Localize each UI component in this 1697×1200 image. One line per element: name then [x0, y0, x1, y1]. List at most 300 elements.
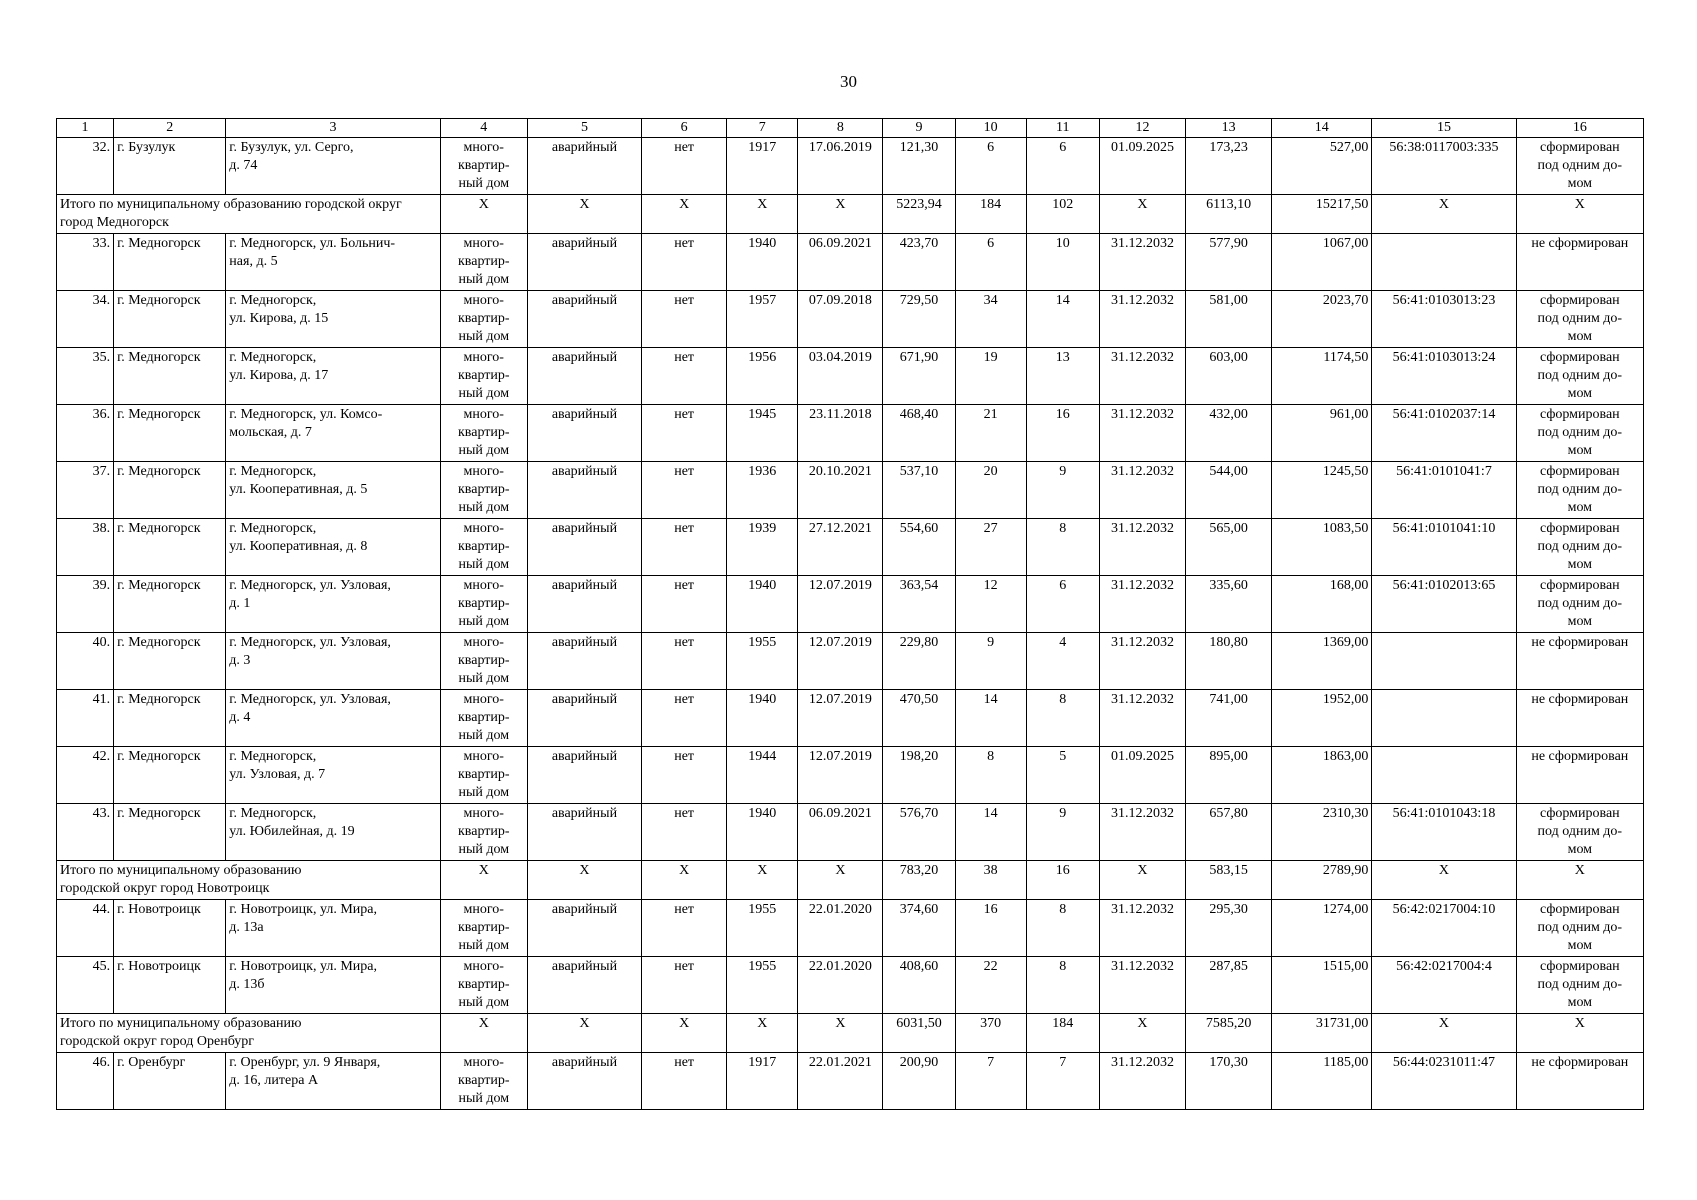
column-14: 2023,70: [1272, 291, 1372, 348]
column-13: 173,23: [1186, 138, 1272, 195]
area: 121,30: [883, 138, 955, 195]
subtotal-c5: X: [527, 861, 641, 900]
subtotal-c14: 2789,90: [1272, 861, 1372, 900]
subtotal-row: [57, 861, 1644, 900]
apartments: 8: [1026, 957, 1099, 1014]
apartments: 5: [1026, 747, 1099, 804]
subtotal-c12: X: [1099, 1014, 1185, 1053]
build-year: 1939: [727, 519, 798, 576]
column-header-13: 13: [1186, 119, 1272, 138]
row-number: 33.: [57, 234, 114, 291]
column-header-14: 14: [1272, 119, 1372, 138]
build-year: 1955: [727, 633, 798, 690]
deadline: 31.12.2032: [1099, 633, 1185, 690]
build-year: 1945: [727, 405, 798, 462]
table-row: [57, 1053, 1644, 1110]
table-row: [57, 804, 1644, 861]
subtotal-c7: X: [727, 195, 798, 234]
apartments: 9: [1026, 804, 1099, 861]
flag: нет: [642, 1053, 727, 1110]
building-type: много- квартир- ный дом: [440, 576, 527, 633]
column-header-1: 1: [57, 119, 114, 138]
residents: 20: [955, 462, 1026, 519]
address: г. Бузулук, ул. Серго, д. 74: [226, 138, 440, 195]
flag: нет: [642, 291, 727, 348]
land-status: не сформирован: [1516, 1053, 1643, 1110]
column-header-8: 8: [798, 119, 883, 138]
row-number: 44.: [57, 900, 114, 957]
area: 554,60: [883, 519, 955, 576]
land-status: сформирован под одним до- мом: [1516, 348, 1643, 405]
residents: 27: [955, 519, 1026, 576]
residents: 12: [955, 576, 1026, 633]
area: 198,20: [883, 747, 955, 804]
recognition-date: 06.09.2021: [798, 234, 883, 291]
column-14: 961,00: [1272, 405, 1372, 462]
subtotal-c16: X: [1516, 1014, 1643, 1053]
land-status: сформирован под одним до- мом: [1516, 957, 1643, 1014]
subtotal-c12: X: [1099, 195, 1185, 234]
table-row: [57, 900, 1644, 957]
row-number: 41.: [57, 690, 114, 747]
address: г. Медногорск, ул. Кирова, д. 15: [226, 291, 440, 348]
build-year: 1955: [727, 900, 798, 957]
subtotal-c8: X: [798, 1014, 883, 1053]
apartments: 7: [1026, 1053, 1099, 1110]
condition: аварийный: [527, 291, 641, 348]
deadline: 01.09.2025: [1099, 138, 1185, 195]
cadastral-number: [1372, 234, 1516, 291]
table-row: [57, 747, 1644, 804]
condition: аварийный: [527, 462, 641, 519]
column-header-7: 7: [727, 119, 798, 138]
column-13: 581,00: [1186, 291, 1272, 348]
land-status: сформирован под одним до- мом: [1516, 804, 1643, 861]
area: 374,60: [883, 900, 955, 957]
apartments: 10: [1026, 234, 1099, 291]
subtotal-c10: 370: [955, 1014, 1026, 1053]
recognition-date: 12.07.2019: [798, 690, 883, 747]
subtotal-c7: X: [727, 861, 798, 900]
area: 576,70: [883, 804, 955, 861]
build-year: 1917: [727, 138, 798, 195]
condition: аварийный: [527, 690, 641, 747]
settlement: г. Новотроицк: [114, 957, 226, 1014]
settlement: г. Медногорск: [114, 405, 226, 462]
recognition-date: 22.01.2021: [798, 1053, 883, 1110]
area: 200,90: [883, 1053, 955, 1110]
condition: аварийный: [527, 576, 641, 633]
deadline: 31.12.2032: [1099, 900, 1185, 957]
recognition-date: 20.10.2021: [798, 462, 883, 519]
row-number: 43.: [57, 804, 114, 861]
settlement: г. Медногорск: [114, 804, 226, 861]
address: г. Медногорск, ул. Кооперативная, д. 5: [226, 462, 440, 519]
address: г. Медногорск, ул. Узловая, д. 3: [226, 633, 440, 690]
cadastral-number: 56:41:0101041:7: [1372, 462, 1516, 519]
flag: нет: [642, 690, 727, 747]
building-type: много- квартир- ный дом: [440, 519, 527, 576]
flag: нет: [642, 138, 727, 195]
condition: аварийный: [527, 957, 641, 1014]
apartments: 8: [1026, 519, 1099, 576]
subtotal-c9: 6031,50: [883, 1014, 955, 1053]
column-13: 657,80: [1186, 804, 1272, 861]
area: 671,90: [883, 348, 955, 405]
subtotal-c13: 583,15: [1186, 861, 1272, 900]
residents: 19: [955, 348, 1026, 405]
address: г. Новотроицк, ул. Мира, д. 13а: [226, 900, 440, 957]
column-14: 1185,00: [1272, 1053, 1372, 1110]
deadline: 01.09.2025: [1099, 747, 1185, 804]
area: 408,60: [883, 957, 955, 1014]
residents: 7: [955, 1053, 1026, 1110]
subtotal-row: [57, 1014, 1644, 1053]
table-row: [57, 291, 1644, 348]
residents: 6: [955, 234, 1026, 291]
column-header-15: 15: [1372, 119, 1516, 138]
deadline: 31.12.2032: [1099, 1053, 1185, 1110]
table-row: [57, 234, 1644, 291]
row-number: 46.: [57, 1053, 114, 1110]
table-row: [57, 138, 1644, 195]
deadline: 31.12.2032: [1099, 405, 1185, 462]
column-header-16: 16: [1516, 119, 1643, 138]
column-13: 603,00: [1186, 348, 1272, 405]
land-status: не сформирован: [1516, 234, 1643, 291]
table-row: [57, 576, 1644, 633]
building-type: много- квартир- ный дом: [440, 690, 527, 747]
recognition-date: 03.04.2019: [798, 348, 883, 405]
settlement: г. Медногорск: [114, 291, 226, 348]
condition: аварийный: [527, 747, 641, 804]
subtotal-c11: 102: [1026, 195, 1099, 234]
table-row: [57, 462, 1644, 519]
cadastral-number: 56:41:0102013:65: [1372, 576, 1516, 633]
condition: аварийный: [527, 348, 641, 405]
housing-register-table: [56, 118, 1644, 1110]
area: 537,10: [883, 462, 955, 519]
column-14: 527,00: [1272, 138, 1372, 195]
apartments: 4: [1026, 633, 1099, 690]
apartments: 6: [1026, 138, 1099, 195]
row-number: 45.: [57, 957, 114, 1014]
build-year: 1917: [727, 1053, 798, 1110]
address: г. Медногорск, ул. Юбилейная, д. 19: [226, 804, 440, 861]
build-year: 1940: [727, 690, 798, 747]
flag: нет: [642, 234, 727, 291]
column-header-4: 4: [440, 119, 527, 138]
subtotal-label: Итого по муниципальному образованию городской округ город Новотроицк: [57, 861, 441, 900]
column-13: 180,80: [1186, 633, 1272, 690]
building-type: много- квартир- ный дом: [440, 957, 527, 1014]
apartments: 16: [1026, 405, 1099, 462]
table-row: [57, 690, 1644, 747]
area: 470,50: [883, 690, 955, 747]
flag: нет: [642, 747, 727, 804]
area: 229,80: [883, 633, 955, 690]
table-row: [57, 405, 1644, 462]
address: г. Медногорск, ул. Кооперативная, д. 8: [226, 519, 440, 576]
subtotal-c4: X: [440, 1014, 527, 1053]
recognition-date: 06.09.2021: [798, 804, 883, 861]
recognition-date: 22.01.2020: [798, 957, 883, 1014]
condition: аварийный: [527, 1053, 641, 1110]
settlement: г. Медногорск: [114, 690, 226, 747]
column-13: 741,00: [1186, 690, 1272, 747]
land-status: сформирован под одним до- мом: [1516, 462, 1643, 519]
subtotal-c14: 15217,50: [1272, 195, 1372, 234]
cadastral-number: 56:38:0117003:335: [1372, 138, 1516, 195]
cadastral-number: 56:44:0231011:47: [1372, 1053, 1516, 1110]
flag: нет: [642, 348, 727, 405]
column-header-2: 2: [114, 119, 226, 138]
subtotal-c8: X: [798, 861, 883, 900]
deadline: 31.12.2032: [1099, 957, 1185, 1014]
cadastral-number: [1372, 690, 1516, 747]
subtotal-c15: X: [1372, 1014, 1516, 1053]
condition: аварийный: [527, 234, 641, 291]
settlement: г. Медногорск: [114, 747, 226, 804]
deadline: 31.12.2032: [1099, 576, 1185, 633]
condition: аварийный: [527, 900, 641, 957]
column-14: 1174,50: [1272, 348, 1372, 405]
cadastral-number: 56:41:0103013:23: [1372, 291, 1516, 348]
address: г. Новотроицк, ул. Мира, д. 13б: [226, 957, 440, 1014]
residents: 9: [955, 633, 1026, 690]
residents: 6: [955, 138, 1026, 195]
settlement: г. Медногорск: [114, 576, 226, 633]
settlement: г. Оренбург: [114, 1053, 226, 1110]
row-number: 36.: [57, 405, 114, 462]
condition: аварийный: [527, 138, 641, 195]
recognition-date: 12.07.2019: [798, 633, 883, 690]
build-year: 1940: [727, 576, 798, 633]
recognition-date: 27.12.2021: [798, 519, 883, 576]
column-14: 1245,50: [1272, 462, 1372, 519]
cadastral-number: 56:41:0102037:14: [1372, 405, 1516, 462]
subtotal-c6: X: [642, 1014, 727, 1053]
column-13: 295,30: [1186, 900, 1272, 957]
flag: нет: [642, 900, 727, 957]
residents: 14: [955, 690, 1026, 747]
subtotal-c4: X: [440, 861, 527, 900]
deadline: 31.12.2032: [1099, 234, 1185, 291]
deadline: 31.12.2032: [1099, 519, 1185, 576]
column-14: 168,00: [1272, 576, 1372, 633]
building-type: много- квартир- ный дом: [440, 291, 527, 348]
subtotal-c8: X: [798, 195, 883, 234]
land-status: сформирован под одним до- мом: [1516, 900, 1643, 957]
column-header-5: 5: [527, 119, 641, 138]
column-13: 577,90: [1186, 234, 1272, 291]
column-header-9: 9: [883, 119, 955, 138]
subtotal-c13: 7585,20: [1186, 1014, 1272, 1053]
subtotal-c15: X: [1372, 861, 1516, 900]
subtotal-label: Итого по муниципальному образованию городской округ город Медногорск: [57, 195, 441, 234]
column-13: 432,00: [1186, 405, 1272, 462]
column-14: 1083,50: [1272, 519, 1372, 576]
settlement: г. Медногорск: [114, 234, 226, 291]
deadline: 31.12.2032: [1099, 804, 1185, 861]
row-number: 38.: [57, 519, 114, 576]
deadline: 31.12.2032: [1099, 462, 1185, 519]
flag: нет: [642, 519, 727, 576]
cadastral-number: 56:41:0101043:18: [1372, 804, 1516, 861]
column-header-3: 3: [226, 119, 440, 138]
build-year: 1936: [727, 462, 798, 519]
build-year: 1957: [727, 291, 798, 348]
building-type: много- квартир- ный дом: [440, 234, 527, 291]
subtotal-c4: X: [440, 195, 527, 234]
residents: 14: [955, 804, 1026, 861]
land-status: не сформирован: [1516, 690, 1643, 747]
deadline: 31.12.2032: [1099, 291, 1185, 348]
address: г. Медногорск, ул. Узловая, д. 7: [226, 747, 440, 804]
residents: 21: [955, 405, 1026, 462]
recognition-date: 23.11.2018: [798, 405, 883, 462]
land-status: не сформирован: [1516, 747, 1643, 804]
subtotal-row: [57, 195, 1644, 234]
land-status: сформирован под одним до- мом: [1516, 405, 1643, 462]
column-header-11: 11: [1026, 119, 1099, 138]
row-number: 34.: [57, 291, 114, 348]
page-number: 30: [840, 72, 857, 91]
recognition-date: 22.01.2020: [798, 900, 883, 957]
subtotal-c5: X: [527, 1014, 641, 1053]
residents: 34: [955, 291, 1026, 348]
subtotal-c16: X: [1516, 195, 1643, 234]
residents: 16: [955, 900, 1026, 957]
recognition-date: 07.09.2018: [798, 291, 883, 348]
column-13: 895,00: [1186, 747, 1272, 804]
column-header-12: 12: [1099, 119, 1185, 138]
column-13: 287,85: [1186, 957, 1272, 1014]
apartments: 14: [1026, 291, 1099, 348]
subtotal-c6: X: [642, 861, 727, 900]
column-13: 544,00: [1186, 462, 1272, 519]
apartments: 8: [1026, 900, 1099, 957]
deadline: 31.12.2032: [1099, 690, 1185, 747]
subtotal-label: Итого по муниципальному образованию городской округ город Оренбург: [57, 1014, 441, 1053]
land-status: сформирован под одним до- мом: [1516, 138, 1643, 195]
column-header-10: 10: [955, 119, 1026, 138]
subtotal-c11: 184: [1026, 1014, 1099, 1053]
condition: аварийный: [527, 804, 641, 861]
subtotal-c9: 783,20: [883, 861, 955, 900]
build-year: 1940: [727, 804, 798, 861]
building-type: много- квартир- ный дом: [440, 633, 527, 690]
address: г. Медногорск, ул. Комсо- мольская, д. 7: [226, 405, 440, 462]
column-14: 1067,00: [1272, 234, 1372, 291]
recognition-date: 12.07.2019: [798, 747, 883, 804]
cadastral-number: 56:41:0101041:10: [1372, 519, 1516, 576]
cadastral-number: 56:42:0217004:10: [1372, 900, 1516, 957]
subtotal-c7: X: [727, 1014, 798, 1053]
column-14: 1952,00: [1272, 690, 1372, 747]
column-14: 1863,00: [1272, 747, 1372, 804]
settlement: г. Бузулук: [114, 138, 226, 195]
subtotal-c6: X: [642, 195, 727, 234]
settlement: г. Медногорск: [114, 519, 226, 576]
table-row: [57, 348, 1644, 405]
cadastral-number: [1372, 747, 1516, 804]
building-type: много- квартир- ный дом: [440, 747, 527, 804]
column-header-6: 6: [642, 119, 727, 138]
subtotal-c14: 31731,00: [1272, 1014, 1372, 1053]
subtotal-c11: 16: [1026, 861, 1099, 900]
column-14: 2310,30: [1272, 804, 1372, 861]
flag: нет: [642, 462, 727, 519]
deadline: 31.12.2032: [1099, 348, 1185, 405]
row-number: 37.: [57, 462, 114, 519]
flag: нет: [642, 957, 727, 1014]
settlement: г. Медногорск: [114, 348, 226, 405]
land-status: не сформирован: [1516, 633, 1643, 690]
flag: нет: [642, 633, 727, 690]
subtotal-c10: 38: [955, 861, 1026, 900]
column-header-row: [57, 119, 1644, 138]
address: г. Медногорск, ул. Узловая, д. 4: [226, 690, 440, 747]
flag: нет: [642, 405, 727, 462]
subtotal-c10: 184: [955, 195, 1026, 234]
area: 729,50: [883, 291, 955, 348]
land-status: сформирован под одним до- мом: [1516, 291, 1643, 348]
column-13: 335,60: [1186, 576, 1272, 633]
column-14: 1369,00: [1272, 633, 1372, 690]
condition: аварийный: [527, 405, 641, 462]
recognition-date: 12.07.2019: [798, 576, 883, 633]
land-status: сформирован под одним до- мом: [1516, 519, 1643, 576]
condition: аварийный: [527, 633, 641, 690]
cadastral-number: [1372, 633, 1516, 690]
table-row: [57, 957, 1644, 1014]
apartments: 6: [1026, 576, 1099, 633]
building-type: много- квартир- ный дом: [440, 900, 527, 957]
row-number: 42.: [57, 747, 114, 804]
building-type: много- квартир- ный дом: [440, 138, 527, 195]
recognition-date: 17.06.2019: [798, 138, 883, 195]
apartments: 13: [1026, 348, 1099, 405]
settlement: г. Медногорск: [114, 462, 226, 519]
land-status: сформирован под одним до- мом: [1516, 576, 1643, 633]
building-type: много- квартир- ный дом: [440, 462, 527, 519]
build-year: 1956: [727, 348, 798, 405]
build-year: 1944: [727, 747, 798, 804]
address: г. Медногорск, ул. Узловая, д. 1: [226, 576, 440, 633]
subtotal-c13: 6113,10: [1186, 195, 1272, 234]
cadastral-number: 56:41:0103013:24: [1372, 348, 1516, 405]
area: 423,70: [883, 234, 955, 291]
table-row: [57, 519, 1644, 576]
subtotal-c12: X: [1099, 861, 1185, 900]
build-year: 1940: [727, 234, 798, 291]
residents: 8: [955, 747, 1026, 804]
column-13: 565,00: [1186, 519, 1272, 576]
building-type: много- квартир- ный дом: [440, 1053, 527, 1110]
apartments: 8: [1026, 690, 1099, 747]
address: г. Медногорск, ул. Кирова, д. 17: [226, 348, 440, 405]
settlement: г. Медногорск: [114, 633, 226, 690]
subtotal-c16: X: [1516, 861, 1643, 900]
area: 468,40: [883, 405, 955, 462]
building-type: много- квартир- ный дом: [440, 348, 527, 405]
subtotal-c9: 5223,94: [883, 195, 955, 234]
settlement: г. Новотроицк: [114, 900, 226, 957]
flag: нет: [642, 804, 727, 861]
building-type: много- квартир- ный дом: [440, 405, 527, 462]
address: г. Медногорск, ул. Больнич- ная, д. 5: [226, 234, 440, 291]
